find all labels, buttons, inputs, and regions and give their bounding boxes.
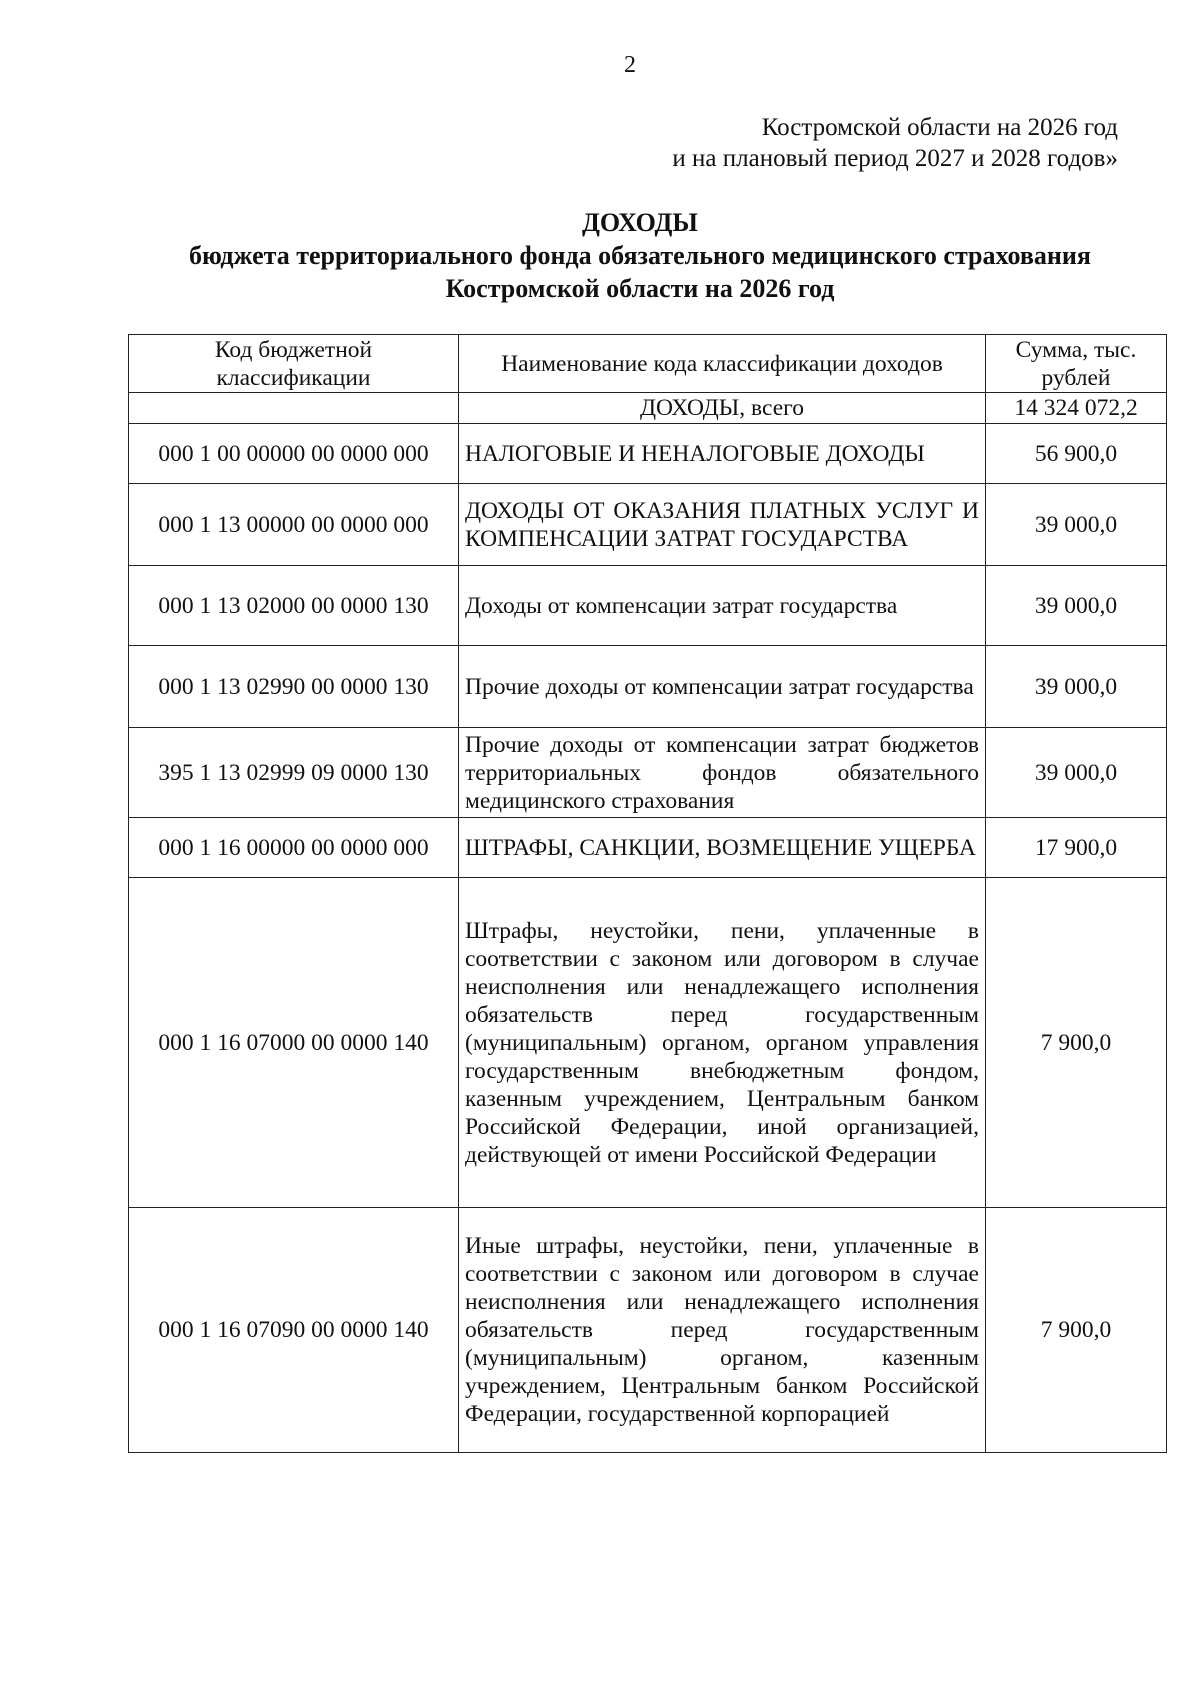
row-code: 000 1 00 00000 00 0000 000	[129, 424, 459, 484]
table-row	[129, 424, 1167, 484]
document-header	[672, 112, 1118, 174]
table-row	[129, 566, 1167, 646]
header-name: Наименование кода классификации доходов	[459, 335, 986, 393]
row-name: Прочие доходы от компенсации затрат государства	[459, 646, 986, 728]
table-row	[129, 818, 1167, 878]
row-name: ШТРАФЫ, САНКЦИИ, ВОЗМЕЩЕНИЕ УЩЕРБА	[459, 818, 986, 878]
title-line-3: Костромской области на 2026 год	[445, 274, 835, 303]
row-sum: 56 900,0	[986, 424, 1167, 484]
table-row	[129, 484, 1167, 566]
title-line-2: бюджета территориального фонда обязательного медицинского страхования	[189, 241, 1091, 270]
document-title	[100, 206, 1180, 305]
total-code	[129, 393, 459, 424]
page-number: 2	[624, 52, 636, 78]
row-name: Доходы от компенсации затрат государства	[459, 566, 986, 646]
row-code: 000 1 16 07000 00 0000 140	[129, 878, 459, 1208]
header-sum: Сумма, тыс. рублей	[986, 335, 1167, 393]
table-row	[129, 646, 1167, 728]
row-sum: 39 000,0	[986, 484, 1167, 566]
row-name: Иные штрафы, неустойки, пени, уплаченные в соответствии с законом или договором в случае неисполнения или ненадлежащего исполнения обязательств перед государственным (муниципальным) органом, казенным учреждением, Центральным банком Российской Федерации, государственной корпорацией	[459, 1208, 986, 1453]
table-row	[129, 878, 1167, 1208]
table-header-row	[129, 335, 1167, 393]
table-row-total	[129, 393, 1167, 424]
row-code: 000 1 16 07090 00 0000 140	[129, 1208, 459, 1453]
row-name: НАЛОГОВЫЕ И НЕНАЛОГОВЫЕ ДОХОДЫ	[459, 424, 986, 484]
title-line-1: ДОХОДЫ	[582, 208, 698, 237]
row-sum: 17 900,0	[986, 818, 1167, 878]
row-code: 000 1 13 00000 00 0000 000	[129, 484, 459, 566]
row-code: 000 1 16 00000 00 0000 000	[129, 818, 459, 878]
total-sum: 14 324 072,2	[986, 393, 1167, 424]
row-sum: 7 900,0	[986, 878, 1167, 1208]
revenue-table	[128, 334, 1167, 1453]
row-name: Штрафы, неустойки, пени, уплаченные в соответствии с законом или договором в случае неисполнения или ненадлежащего исполнения обязательств перед государственным (муниципальным) органом, органом управления государственным внебюджетным фондом, казенным учреждением, Центральным банком Российской Федерации, иной организацией, действующей от имени Российской Федерации	[459, 878, 986, 1208]
row-sum: 39 000,0	[986, 646, 1167, 728]
row-sum: 39 000,0	[986, 566, 1167, 646]
total-name: ДОХОДЫ, всего	[459, 393, 986, 424]
row-code: 395 1 13 02999 09 0000 130	[129, 728, 459, 818]
header-line-2: и на плановый период 2027 и 2028 годов»	[672, 145, 1118, 172]
table-row	[129, 728, 1167, 818]
row-sum: 7 900,0	[986, 1208, 1167, 1453]
row-sum: 39 000,0	[986, 728, 1167, 818]
row-name: ДОХОДЫ ОТ ОКАЗАНИЯ ПЛАТНЫХ УСЛУГ И КОМПЕНСАЦИИ ЗАТРАТ ГОСУДАРСТВА	[459, 484, 986, 566]
header-code: Код бюджетной классификации	[129, 335, 459, 393]
row-code: 000 1 13 02000 00 0000 130	[129, 566, 459, 646]
row-code: 000 1 13 02990 00 0000 130	[129, 646, 459, 728]
table-row	[129, 1208, 1167, 1453]
header-line-1: Костромской области на 2026 год	[761, 114, 1118, 141]
row-name: Прочие доходы от компенсации затрат бюджетов территориальных фондов обязательного медицинского страхования	[459, 728, 986, 818]
